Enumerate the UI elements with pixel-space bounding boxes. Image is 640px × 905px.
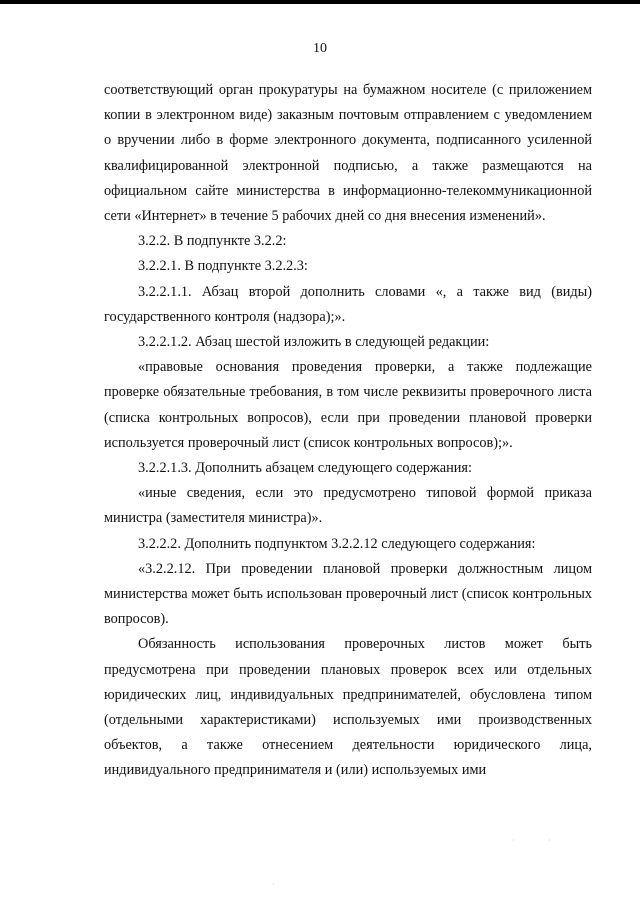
paragraph-checklist-obligation: Обязанность использования проверочных листов может быть предусмотрена при проведении плановых проверок всех или отдельных юридических лиц, индивидуальных предпринимателей, обусловлена типом (отдельными характеристиками) используемых ими производственных объектов, а также отнесением деятельности юридического лица, индивидуального предпринимателя и (или) используемых ими xyxy=(104,636,592,779)
paragraph-3-2-2-12: «3.2.2.12. При проведении плановой проверки должностным лицом министерства может быть использован проверочный лист (список контрольных вопросов). xyxy=(104,560,592,628)
paragraph-quoted-other-info: «иные сведения, если это предусмотрено типовой формой приказа министра (заместителя министра)». xyxy=(104,485,592,527)
paragraph-3-2-2-1-2: 3.2.2.1.2. Абзац шестой изложить в следующей редакции: xyxy=(138,334,490,351)
paragraph-3-2-2-1-1: 3.2.2.1.1. Абзац второй дополнить словами «, а также вид (виды) государственного контроля (надзора);». xyxy=(104,283,592,325)
paragraph-3-2-2-1: 3.2.2.1. В подпункте 3.2.2.3: xyxy=(138,258,308,275)
paragraph-3-2-2-2: 3.2.2.2. Дополнить подпунктом 3.2.2.12 следующего содержания: xyxy=(138,535,536,552)
scan-speck: · xyxy=(272,880,275,889)
paragraph-3-2-2: 3.2.2. В подпункте 3.2.2: xyxy=(138,233,287,250)
top-border-line xyxy=(0,0,640,4)
scan-speck: · xyxy=(512,836,515,845)
paragraph-3-2-2-1-3: 3.2.2.1.3. Дополнить абзацем следующего содержания: xyxy=(138,460,472,477)
document-body xyxy=(104,78,592,784)
paragraph-quoted-legal-basis: «правовые основания проведения проверки, а также подлежащие проверке обязательные требования, в том числе реквизиты проверочного листа (списка контрольных вопросов), если при проведении плановой проверки используется проверочный лист (список контрольных вопросов);». xyxy=(104,359,592,451)
paragraph-continuation: соответствующий орган прокуратуры на бумажном носителе (с приложением копии в электронном виде) заказным почтовым отправлением с уведомлением о вручении либо в форме электронного документа, подписанного усиленной квалифицированной электронной подписью, а также размещаются на официальном сайте министерства в информационно-телекоммуникационной сети «Интернет» в течение 5 рабочих дней со дня внесения изменений». xyxy=(104,82,592,225)
scan-speck: · xyxy=(548,836,551,845)
page-number: 10 xyxy=(313,41,327,56)
